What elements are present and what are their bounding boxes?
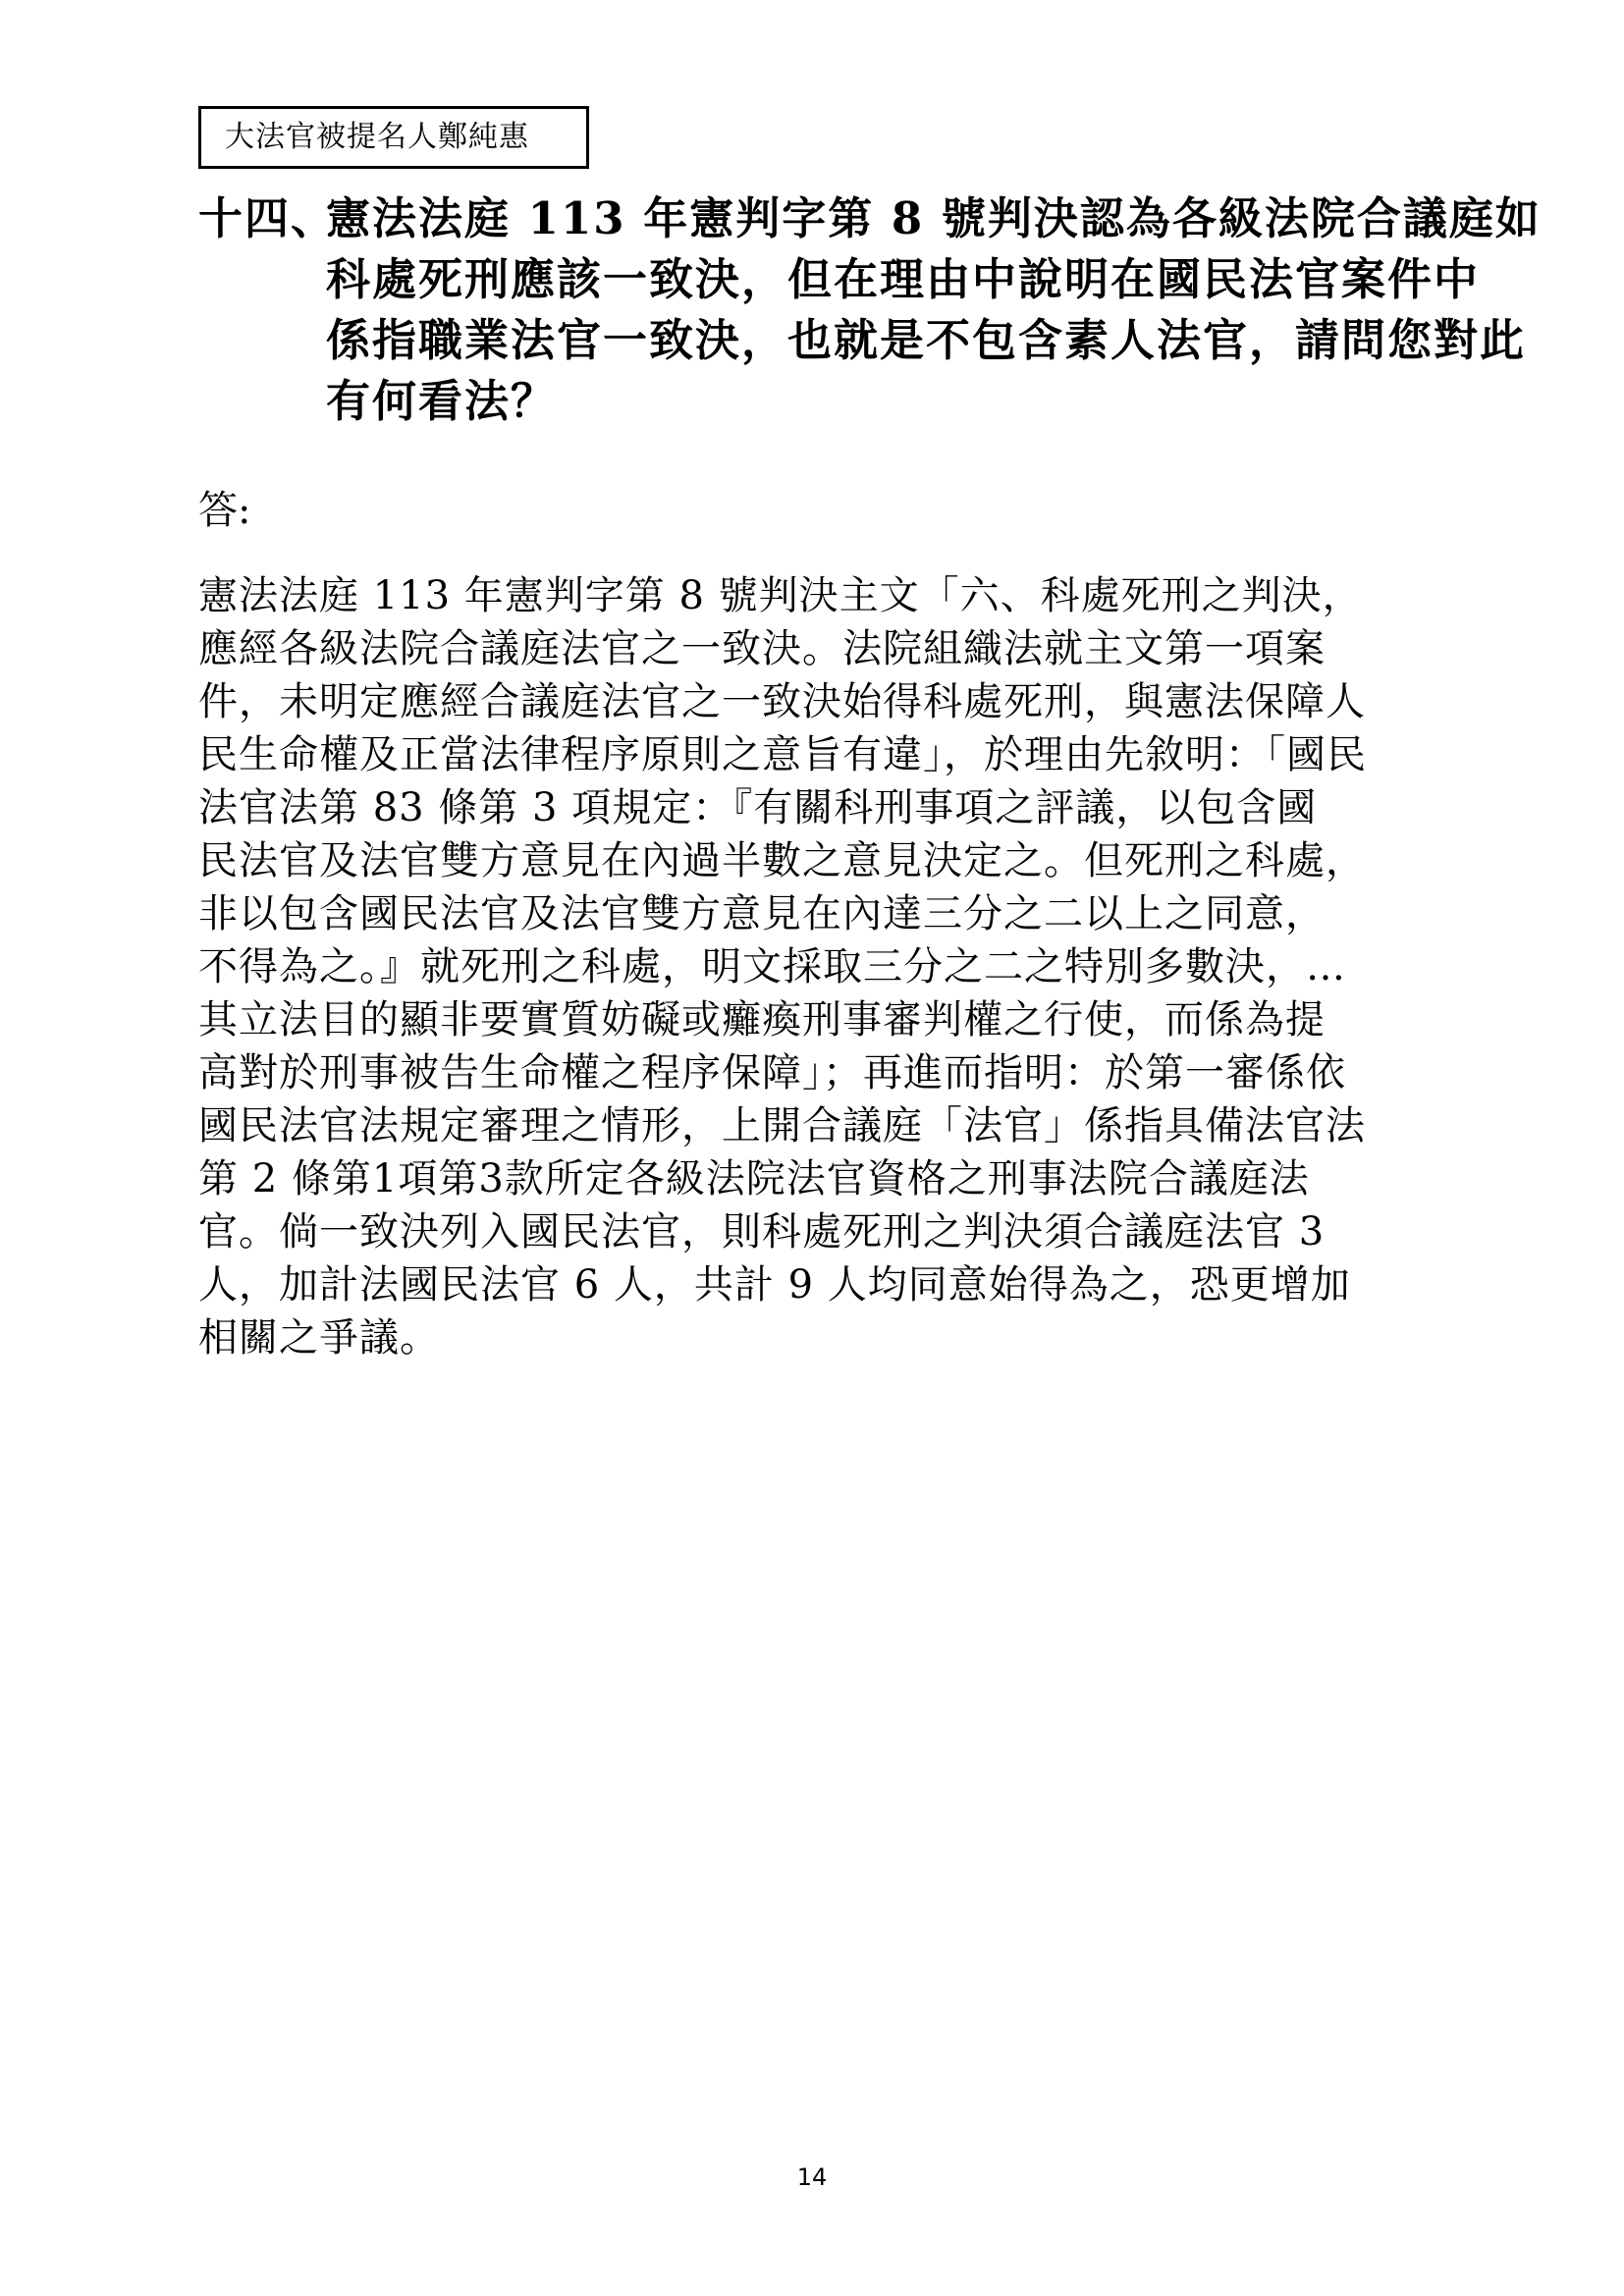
answer-line: 憲法法庭 113 年憲判字第 8 號判決主文「六、科處死刑之判決， xyxy=(198,573,1363,618)
answer-line: 民法官及法官雙方意見在內過半數之意見決定之。但死刑之科處， xyxy=(198,838,1366,883)
answer-label: 答: xyxy=(198,488,251,533)
answer-line: 高對於刑事被告生命權之程序保障」；再進而指明：於第一審係依 xyxy=(198,1050,1346,1095)
answer-line: 法官法第 83 條第 3 項規定：『有關科刑事項之評議，以包含國 xyxy=(198,785,1318,830)
answer-line: 官。倘一致決列入國民法官，則科處死刑之判決須合議庭法官 3 xyxy=(198,1209,1326,1255)
answer-line: 相關之爭議。 xyxy=(198,1315,440,1361)
answer-line: 第 2 條第1項第3款所定各級法院法官資格之刑事法院合議庭法 xyxy=(198,1156,1310,1201)
answer-line: 不得為之。』就死刑之科處，明文採取三分之二之特別多數決，… xyxy=(198,944,1346,989)
question-line: 科處死刑應該一致決，但在理由中說明在國民法官案件中 xyxy=(326,253,1481,305)
question-line: 有何看法？ xyxy=(326,375,558,427)
answer-line: 非以包含國民法官及法官雙方意見在內達三分之二以上之同意， xyxy=(198,891,1326,936)
page-number: 14 xyxy=(796,2163,828,2191)
nominee-label-box xyxy=(198,106,589,169)
question-line: 係指職業法官一致決，也就是不包含素人法官，請問您對此 xyxy=(326,314,1527,366)
question-heading xyxy=(198,188,1542,432)
answer-line: 其立法目的顯非要實質妨礙或癱瘓刑事審判權之行使，而係為提 xyxy=(198,997,1326,1042)
question-number: 十四、 xyxy=(198,192,338,244)
answer-line: 人，加計法國民法官 6 人，共計 9 人均同意始得為之，恐更增加 xyxy=(198,1262,1351,1308)
answer-body xyxy=(198,569,1445,1364)
answer-line: 民生命權及正當法律程序原則之意旨有違」，於理由先敘明：「國民 xyxy=(198,732,1367,777)
nominee-label: 大法官被提名人鄭純惠 xyxy=(225,120,529,154)
question-line xyxy=(198,188,1542,249)
answer-line: 國民法官法規定審理之情形，上開合議庭「法官」係指具備法官法 xyxy=(198,1103,1366,1148)
answer-line: 件，未明定應經合議庭法官之一致決始得科處死刑，與憲法保障人 xyxy=(198,679,1366,724)
answer-line: 應經各級法院合議庭法官之一致決。法院組織法就主文第一項案 xyxy=(198,626,1326,671)
question-line-text: 憲法法庭 113 年憲判字第 8 號判決認為各級法院合議庭如 xyxy=(326,192,1542,244)
